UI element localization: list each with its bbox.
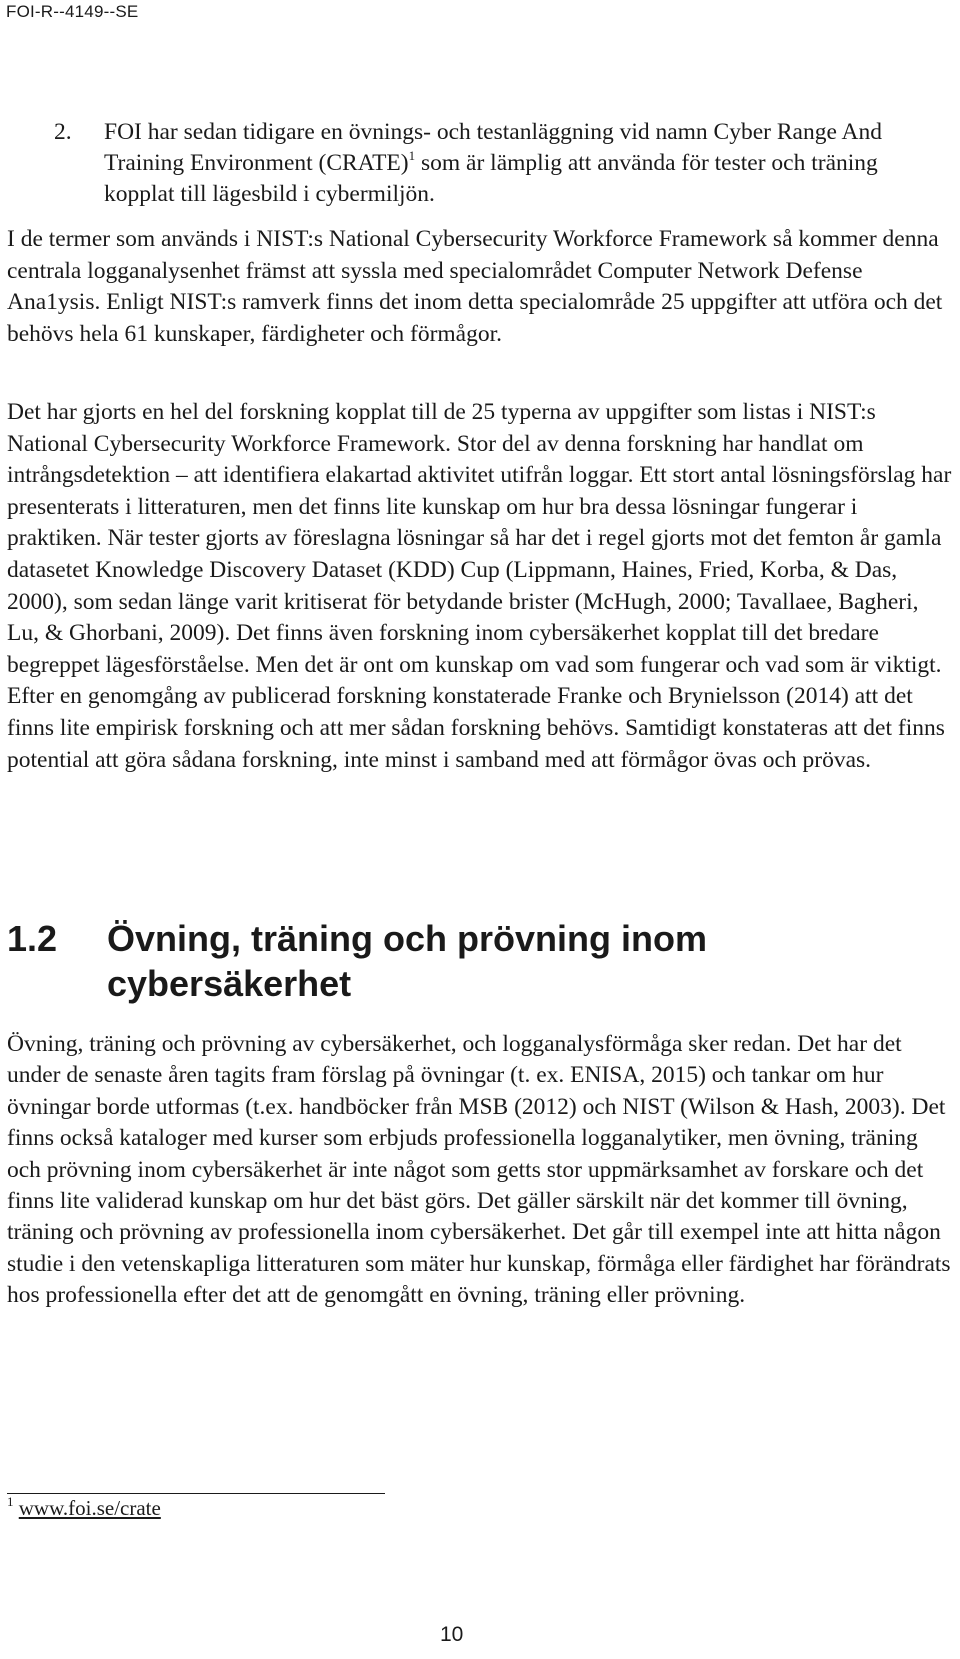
section-heading [7, 916, 927, 1006]
footnote-reference[interactable]: 1 [408, 148, 416, 163]
list-item-text [104, 117, 948, 210]
section-number: 1.2 [7, 918, 58, 959]
document-id: FOI-R--4149--SE [6, 2, 139, 21]
section-title: Övning, träning och prövning inom cybersäkerhet [107, 918, 707, 1004]
page-number: 10 [440, 1623, 464, 1646]
body-paragraph: Övning, träning och prövning av cybersäkerhet, och logganalysförmåga sker redan. Det har det under de senaste åren tagits fram förslag på övningar (t. ex. ENISA, 2015) och tankar om hur övningar borde utformas (t.ex. handböcker från MSB (2012) och NIST (Wilson & Hash, 2003). Det finns också kataloger med kurser som erbjuds professionella logganalytiker, men övning, träning och prövning inom cybersäkerhet är inte något som getts stor uppmärksamhet av forskare och det finns lite validerad kunskap om hur det bäst görs. Det gäller särskilt när det kommer till övning, träning och prövning av professionella inom cybersäkerhet. Det går till exempel inte att hitta någon studie i den vetenskapliga litteraturen som mäter hur kunskap, förmåga eller färdighet har förändrats hos professionella efter det att de genomgått en övning, träning eller prövning. [7, 1031, 951, 1309]
footnote [7, 1494, 161, 1522]
numbered-list-item [48, 117, 948, 210]
footnote-link[interactable]: www.foi.se/crate [18, 1496, 161, 1520]
list-item-text-end: som är lämplig att använda för tester och träning kopplat till lägesbild i cybermiljön. [104, 150, 878, 207]
list-item-text-start: FOI har sedan tidigare en övnings- och testanläggning vid namn Cyber Range And Training Environment (CRATE) [104, 119, 882, 176]
body-paragraph: I de termer som används i NIST:s National Cybersecurity Workforce Framework så kommer denna centrala logganalysenhet främst att syssla med specialområdet Computer Network Defense Ana1ysis. Enligt NIST:s ramverk finns det inom detta specialområde 25 uppgifter att utföra och det behövs hela 61 kunskaper, färdigheter och förmågor. [7, 226, 943, 347]
body-paragraph: Det har gjorts en hel del forskning kopplat till de 25 typerna av uppgifter som listas i NIST:s National Cybersecurity Workforce Framework. Stor del av denna forskning har handlat om intrångsdetektion – att identifiera elakartad aktivitet utifrån loggar. Ett stort antal lösningsförslag har presenterats i litteraturen, men det finns lite kunskap om hur bra dessa lösningar fungerar i praktiken. När tester gjorts av föreslagna lösningar så har det i regel gjorts mot det femton år gamla datasetet Knowledge Discovery Dataset (KDD) Cup (Lippmann, Haines, Fried, Korba, & Das, 2000), som sedan länge varit kritiserat för betydande brister (McHugh, 2000; Tavallaee, Bagheri, Lu, & Ghorbani, 2009). Det finns även forskning inom cybersäkerhet kopplat till det bredare begreppet lägesförståelse. Men det är ont om kunskap om vad som fungerar och vad som är viktigt. Efter en genomgång av publicerad forskning konstaterade Franke och Brynielsson (2014) att det finns lite empirisk forskning och att mer sådan forskning behövs. Samtidigt konstateras att det finns potential att göra sådana forskning, inte minst i samband med att förmågor övas och prövas. [7, 399, 952, 773]
list-item-number: 2. [54, 119, 72, 145]
footnote-marker: 1 [7, 1494, 14, 1509]
